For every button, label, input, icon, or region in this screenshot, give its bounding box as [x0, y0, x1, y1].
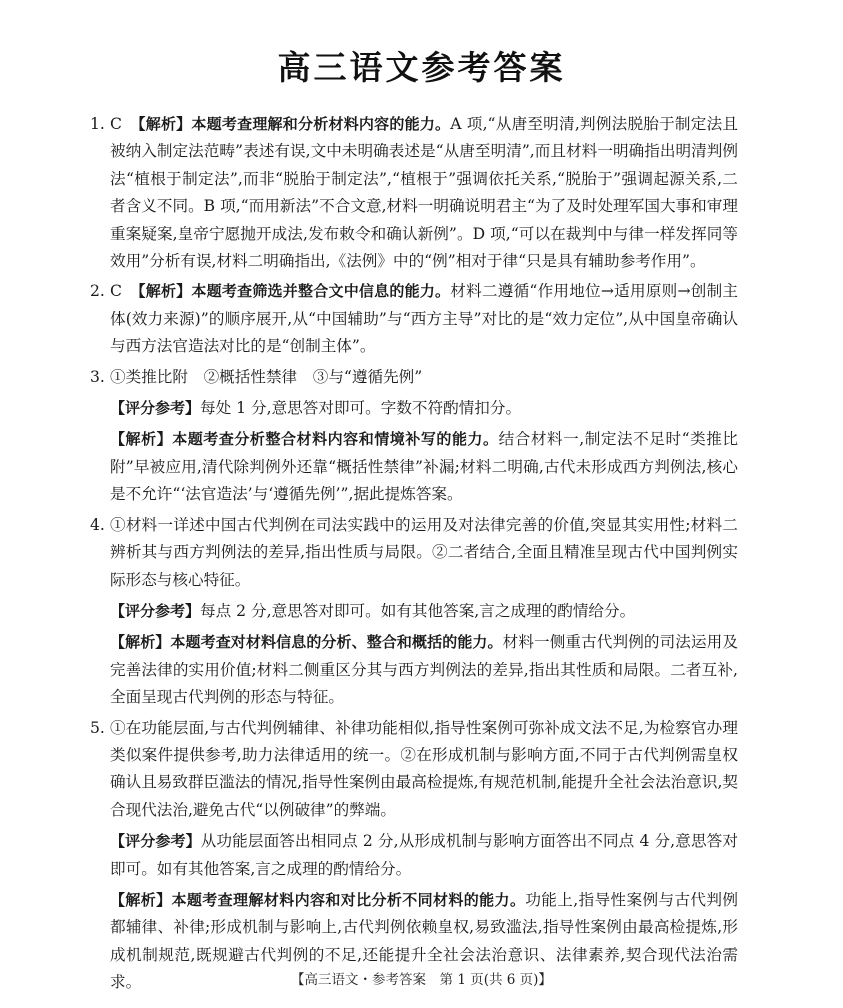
answer-text: ①在功能层面,与古代判例辅律、补律功能相似,指导性案例可弥补成文法不足,为检察官办理类似案件提供参考,助力法律适用的统一。②在形成机制与影响方面,不同于古代判例需皇权确认且易致群臣滥法的情况,指导性案例由最高检提炼,有规范机制,能提升全社会法治意识,契合现代法治,避免古代“以例破律”的弊端。	[110, 718, 738, 819]
score-tag: 【评分参考】	[110, 832, 201, 851]
analysis-tag: 【解析】	[110, 633, 171, 652]
analysis-paragraph	[110, 111, 738, 275]
score-paragraph	[110, 395, 738, 422]
analysis-tag: 【解析】	[110, 890, 172, 909]
analysis-text: 材料一侧重古代判例的司法运用及完善法律的实用价值;材料二侧重区分其与西方判例法的差异,指出其性质和局限。二者互补,全面呈现古代判例的形态与特征。	[110, 633, 738, 707]
analysis-text: A 项,“从唐至明清,判例法脱胎于制定法且被纳入制定法范畴”表述有误,文中未明确表述是“从唐至明清”,而且材料一明确指出明清判例法“植根于制定法”,而非“脱胎于制定法”,“植根于”强调依托关系,“脱胎于”强调起源关系,二者含义不同。B 项,“而用新法”不合文意,材料一明确说明君主“为了及时处理军国大事和审理重案疑案,皇帝宁愿抛开成法,发布敕令和确认新例”。D 项,“可以在裁判中与律一样发挥同等效用”分析有误,材料二明确指出,《法例》中的“例”相对于律“只是具有辅助参考作用”。	[110, 115, 738, 271]
analysis-paragraph	[110, 278, 738, 360]
analysis-lead: 本题考查理解和分析材料内容的能力。	[191, 115, 451, 133]
score-text: 每处 1 分,意思答对即可。字数不符酌情扣分。	[200, 399, 522, 418]
question-3	[90, 364, 738, 509]
question-number: 5.	[90, 718, 105, 737]
analysis-text: 材料二遵循“作用地位→适用原则→创制主体(效力来源)”的顺序展开,从“中国辅助”与“西方主导”对比的是“效力定位”,从中国皇帝确认与西方法官造法对比的是“创制主体”。	[110, 282, 738, 356]
answer-choice: C	[110, 282, 122, 301]
question-number: 3.	[90, 367, 105, 386]
question-4	[90, 512, 738, 712]
analysis-tag: 【解析】	[110, 430, 173, 449]
analysis-text: 结合材料一,制定法不足时“类推比附”早被应用,清代除判例外还靠“概括性禁律”补漏;材料二明确,古代未形成西方判例法,核心是不允许“‘法官造法’与‘遵循先例’”,据此提炼答案。	[110, 430, 738, 504]
score-tag: 【评分参考】	[110, 399, 201, 418]
score-text: 每点 2 分,意思答对即可。如有其他答案,言之成理的酌情给分。	[200, 601, 636, 620]
question-5	[90, 715, 738, 997]
analysis-paragraph	[110, 426, 738, 508]
answer-choice: C	[110, 115, 122, 133]
question-1	[90, 111, 738, 275]
analysis-tag: 【解析】	[138, 115, 192, 133]
page-footer: 【高三语文・参考答案 第 1 页(共 6 页)】	[291, 972, 552, 988]
page-title: 高三语文参考答案	[277, 48, 566, 87]
question-2	[90, 278, 738, 360]
analysis-lead: 本题考查对材料信息的分析、整合和概括的能力。	[170, 633, 503, 652]
analysis-lead: 本题考查分析整合材料内容和情境补写的能力。	[172, 430, 499, 449]
question-number: 1.	[90, 115, 105, 133]
score-paragraph	[110, 828, 738, 883]
analysis-text: 功能上,指导性案例与古代判例都辅律、补律;形成机制与影响上,古代判例依赖皇权,易致滥法,指导性案例由最高检提炼,形成机制规范,既规避古代判例的不足,还能提升全社会法治意识、法律素养,契合现代法治需求。	[110, 890, 738, 992]
question-number: 2.	[90, 282, 105, 301]
analysis-paragraph	[110, 629, 738, 711]
score-text: 从功能层面答出相同点 2 分,从形成机制与影响方面答出不同点 4 分,意思答对即可。如有其他答案,言之成理的酌情给分。	[110, 832, 738, 878]
score-paragraph	[110, 598, 738, 625]
score-tag: 【评分参考】	[110, 601, 201, 620]
answer-text: ①材料一详述中国古代判例在司法实践中的运用及对法律完善的价值,突显其实用性;材料二辨析其与西方判例法的差异,指出性质与局限。②二者结合,全面且精准呈现古代中国判例实际形态与核心特征。	[110, 515, 738, 589]
answer-text: ①类推比附 ②概括性禁律 ③与“遵循先例”	[110, 367, 423, 386]
question-number: 4.	[90, 515, 105, 534]
analysis-lead: 本题考查筛选并整合文中信息的能力。	[191, 282, 451, 301]
analysis-lead: 本题考查理解材料内容和对比分析不同材料的能力。	[171, 890, 526, 909]
analysis-tag: 【解析】	[138, 282, 192, 301]
answer-content	[90, 111, 738, 1000]
